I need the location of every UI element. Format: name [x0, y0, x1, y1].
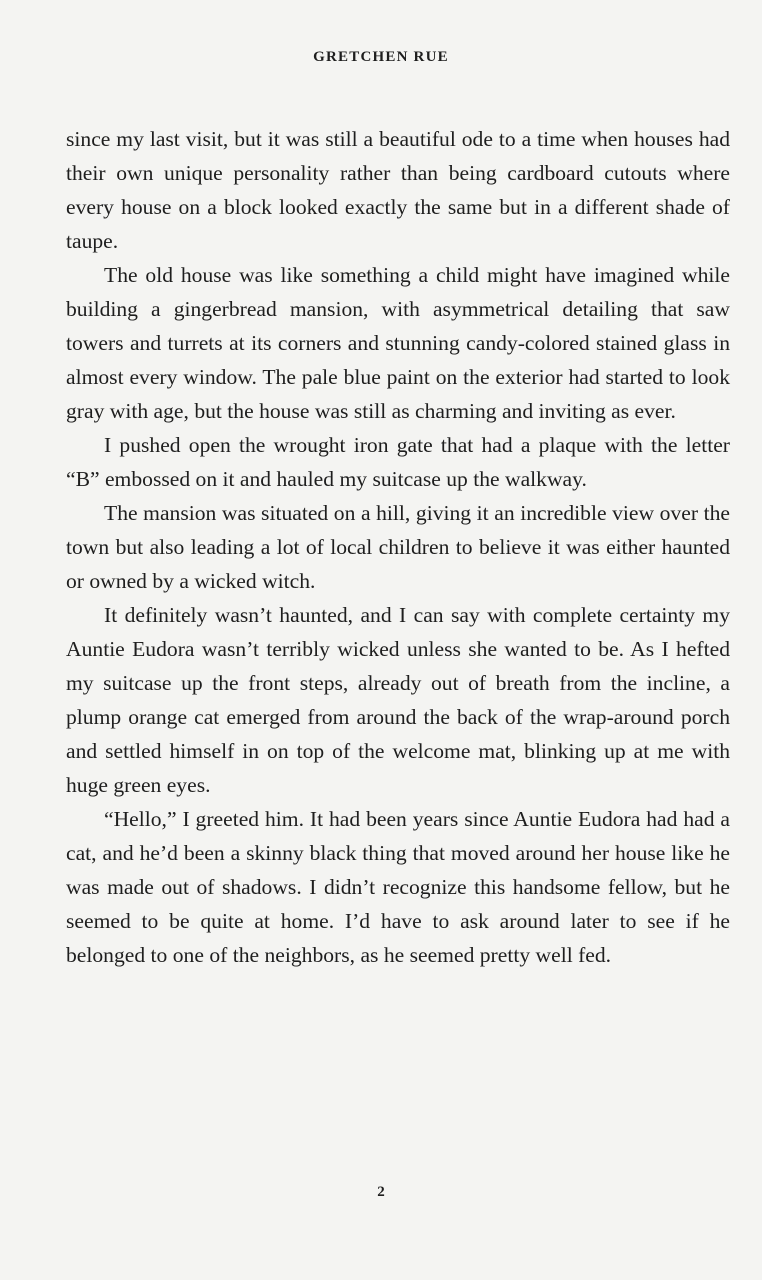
paragraph: since my last visit, but it was still a beautiful ode to a time when houses had their own unique personality rather than being cardboard cutouts where every house on a block looked exactly the same but in a different shade of taupe. [66, 127, 730, 253]
paragraph: The mansion was situated on a hill, giving it an incredible view over the town but also leading a lot of local children to believe it was either haunted or owned by a wicked witch. [66, 501, 730, 593]
paragraph: I pushed open the wrought iron gate that had a plaque with the letter “B” embossed on it and hauled my suitcase up the walkway. [66, 433, 730, 491]
paragraph: “Hello,” I greeted him. It had been years since Auntie Eudora had had a cat, and he’d been a skinny black thing that moved around her house like he was made out of shadows. I didn’t recognize this handsome fellow, but he seemed to be quite at home. I’d have to ask around later to see if he belonged to one of the neighbors, as he seemed pretty well fed. [66, 807, 730, 967]
paragraph: It definitely wasn’t haunted, and I can say with complete certainty my Auntie Eudora wasn’t terribly wicked unless she wanted to be. As I hefted my suitcase up the front steps, already out of breath from the incline, a plump orange cat emerged from around the back of the wrap-around porch and settled himself in on top of the welcome mat, blinking up at me with huge green eyes. [66, 603, 730, 797]
body-text [66, 122, 730, 972]
running-head: GRETCHEN RUE [313, 49, 449, 65]
page-number: 2 [377, 1184, 385, 1200]
paragraph: The old house was like something a child might have imagined while building a gingerbread mansion, with asymmetrical detailing that saw towers and turrets at its corners and stunning candy-colored stained glass in almost every window. The pale blue paint on the exterior had started to look gray with age, but the house was still as charming and inviting as ever. [66, 263, 730, 423]
